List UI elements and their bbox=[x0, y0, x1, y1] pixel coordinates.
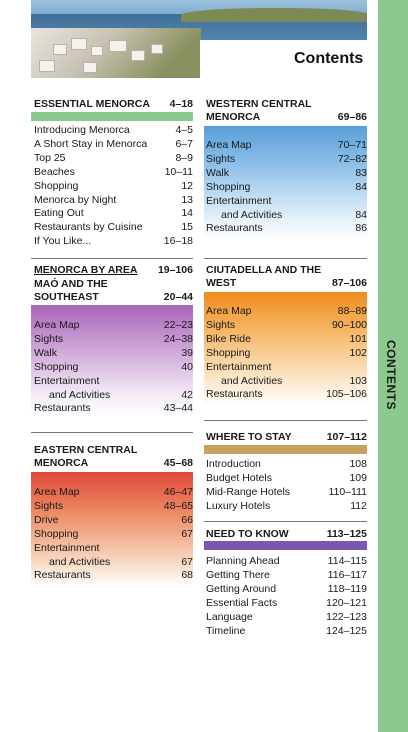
toc-entry-pages: 122–123 bbox=[326, 610, 367, 623]
toc-entry-label: Shopping bbox=[34, 527, 79, 540]
toc-entry-label: and Activities bbox=[49, 388, 111, 401]
toc-entry-label: Entertainment bbox=[34, 541, 100, 554]
toc-entry-pages: 84 bbox=[355, 180, 367, 193]
toc-entry-label: Walk bbox=[34, 346, 57, 359]
section-ciutadella-entries bbox=[206, 305, 367, 402]
toc-entry[interactable] bbox=[34, 500, 193, 514]
toc-entry-pages: 108 bbox=[349, 458, 367, 470]
section-title: WHERE TO STAY bbox=[206, 431, 292, 443]
toc-entry[interactable] bbox=[206, 375, 367, 389]
section-pages: 20–44 bbox=[163, 291, 193, 303]
section-pages: 113–125 bbox=[326, 528, 367, 540]
toc-entry-label: Beaches bbox=[34, 165, 75, 178]
toc-entry-pages: 4–5 bbox=[175, 124, 193, 136]
toc-entry-pages: 40 bbox=[181, 360, 193, 373]
toc-entry-label: Restaurants bbox=[34, 402, 91, 415]
toc-entry-pages: 103 bbox=[349, 374, 367, 387]
toc-entry-pages: 90–100 bbox=[331, 318, 367, 331]
toc-entry[interactable] bbox=[206, 569, 367, 583]
section-title: MENORCA BY AREA bbox=[34, 264, 138, 276]
page-title: Contents bbox=[294, 50, 364, 67]
toc-entry-label: Bike Ride bbox=[206, 332, 251, 345]
toc-entry-pages: 22–23 bbox=[163, 319, 193, 331]
section-title: MAÓ AND THE SOUTHEAST bbox=[34, 278, 108, 303]
toc-entry-label: Entertainment bbox=[206, 194, 272, 207]
toc-entry-label: and Activities bbox=[221, 374, 283, 387]
toc-entry-label: Luxury Hotels bbox=[206, 499, 271, 512]
toc-entry[interactable] bbox=[34, 194, 193, 208]
toc-entry-pages: 8–9 bbox=[175, 151, 193, 164]
section-mao-entries bbox=[34, 319, 193, 416]
toc-entry-pages: 12 bbox=[181, 179, 193, 192]
section-stay-entries bbox=[206, 458, 367, 514]
toc-entry-label: Entertainment bbox=[206, 360, 272, 373]
toc-entry-pages: 109 bbox=[349, 471, 367, 484]
toc-entry[interactable] bbox=[206, 153, 367, 167]
section-essential-heading bbox=[34, 98, 193, 111]
section-need-bar bbox=[204, 541, 367, 550]
toc-entry-pages: 105–106 bbox=[326, 388, 367, 401]
toc-entry-label: Restaurants bbox=[34, 569, 91, 582]
toc-entry-label: Shopping bbox=[206, 346, 251, 359]
toc-entry-pages: 84 bbox=[355, 208, 367, 221]
toc-entry-pages: 24–38 bbox=[163, 332, 193, 345]
section-title: WESTERN CENTRAL MENORCA bbox=[206, 98, 312, 123]
toc-entry[interactable] bbox=[34, 166, 193, 180]
toc-entry-label: and Activities bbox=[49, 555, 111, 568]
section-stay-bar bbox=[204, 445, 367, 454]
toc-entry[interactable] bbox=[34, 556, 193, 570]
toc-entry[interactable] bbox=[206, 139, 367, 153]
toc-entry[interactable] bbox=[34, 569, 193, 583]
section-essential-entries bbox=[34, 124, 193, 249]
section-eastern-entries bbox=[34, 486, 193, 583]
toc-entry-label: Sights bbox=[206, 318, 236, 331]
section-western-heading bbox=[206, 98, 367, 124]
section-eastern-heading bbox=[34, 444, 193, 470]
toc-entry[interactable] bbox=[206, 583, 367, 597]
toc-entry-pages: 43–44 bbox=[163, 402, 193, 415]
toc-entry-pages: 102 bbox=[349, 346, 367, 359]
toc-entry-label: Entertainment bbox=[34, 374, 100, 387]
toc-entry-label: Getting There bbox=[206, 568, 271, 581]
toc-entry-label: Essential Facts bbox=[206, 596, 278, 609]
toc-entry-pages: 116–117 bbox=[327, 568, 367, 581]
toc-entry[interactable] bbox=[206, 333, 367, 347]
toc-entry-label: Area Map bbox=[34, 486, 80, 498]
toc-entry[interactable] bbox=[206, 167, 367, 181]
toc-entry-pages: 83 bbox=[355, 166, 367, 179]
toc-entry[interactable] bbox=[34, 514, 193, 528]
toc-entry-label: and Activities bbox=[221, 208, 283, 221]
toc-entry-pages: 110–111 bbox=[328, 485, 367, 498]
toc-entry-label: Top 25 bbox=[34, 151, 66, 164]
toc-entry-pages: 39 bbox=[181, 346, 193, 359]
section-pages: 87–106 bbox=[331, 277, 367, 289]
toc-entry-label: Sights bbox=[34, 332, 64, 345]
toc-entry-pages: 13 bbox=[181, 193, 193, 206]
toc-entry[interactable] bbox=[34, 389, 193, 403]
toc-entry[interactable] bbox=[206, 305, 367, 319]
toc-entry-pages: 46–47 bbox=[163, 486, 193, 498]
toc-entry-pages: 14 bbox=[181, 207, 193, 220]
toc-entry-label: Introducing Menorca bbox=[34, 124, 130, 136]
toc-entry-label: Getting Around bbox=[206, 582, 277, 595]
toc-entry[interactable] bbox=[34, 138, 193, 152]
toc-entry[interactable] bbox=[206, 486, 367, 500]
toc-entry-pages: 16–18 bbox=[163, 235, 193, 248]
toc-entry-label: Shopping bbox=[206, 180, 251, 193]
toc-entry-label: Planning Ahead bbox=[206, 555, 280, 567]
toc-entry-pages: 48–65 bbox=[163, 499, 193, 512]
toc-entry-pages: 124–125 bbox=[326, 624, 367, 637]
toc-entry[interactable] bbox=[206, 195, 367, 209]
toc-entry[interactable] bbox=[34, 124, 193, 138]
toc-entry[interactable] bbox=[206, 347, 367, 361]
section-title: ESSENTIAL MENORCA bbox=[34, 98, 150, 110]
section-ciutadella-heading bbox=[206, 264, 367, 290]
toc-entry[interactable] bbox=[34, 402, 193, 416]
toc-entry[interactable] bbox=[34, 347, 193, 361]
toc-entry-pages: 68 bbox=[181, 569, 193, 582]
section-mao-heading bbox=[34, 278, 193, 304]
toc-entry-label: Sights bbox=[206, 152, 236, 165]
toc-entry-label: Introduction bbox=[206, 458, 261, 470]
section-stay-heading bbox=[206, 431, 367, 444]
toc-entry-pages: 15 bbox=[181, 221, 193, 234]
toc-entry-label: Walk bbox=[206, 166, 229, 179]
toc-entry[interactable] bbox=[206, 500, 367, 514]
toc-entry-label: Mid-Range Hotels bbox=[206, 485, 291, 498]
toc-entry[interactable] bbox=[34, 361, 193, 375]
toc-entry[interactable] bbox=[34, 542, 193, 556]
toc-entry-label: Timeline bbox=[206, 624, 246, 637]
toc-entry[interactable] bbox=[206, 222, 367, 236]
toc-entry-pages: 86 bbox=[355, 222, 367, 235]
toc-entry-pages: 42 bbox=[181, 388, 193, 401]
toc-entry[interactable] bbox=[34, 180, 193, 194]
section-title: CIUTADELLA AND THE WEST bbox=[206, 264, 322, 289]
toc-entry[interactable] bbox=[206, 181, 367, 195]
section-pages: 19–106 bbox=[157, 264, 193, 276]
section-pages: 69–86 bbox=[337, 111, 367, 123]
toc-entry-label: Language bbox=[206, 610, 253, 623]
toc-entry-label: Area Map bbox=[206, 305, 252, 317]
toc-entry[interactable] bbox=[206, 597, 367, 611]
section-by-area-heading bbox=[34, 264, 193, 277]
toc-entry-pages: 66 bbox=[181, 513, 193, 526]
toc-entry-pages: 118–119 bbox=[327, 582, 367, 595]
section-pages: 45–68 bbox=[163, 457, 193, 469]
toc-entry[interactable] bbox=[206, 472, 367, 486]
toc-entry[interactable] bbox=[34, 235, 193, 249]
section-essential-bar bbox=[31, 112, 193, 121]
section-title: NEED TO KNOW bbox=[206, 528, 289, 540]
toc-entry[interactable] bbox=[34, 221, 193, 235]
toc-entry[interactable] bbox=[206, 361, 367, 375]
section-pages: 107–112 bbox=[326, 431, 367, 443]
toc-entry[interactable] bbox=[34, 528, 193, 542]
toc-entry[interactable] bbox=[206, 458, 367, 472]
toc-entry[interactable] bbox=[34, 207, 193, 221]
toc-entry-label: Sights bbox=[34, 499, 64, 512]
section-western-entries bbox=[206, 139, 367, 236]
section-need-entries bbox=[206, 555, 367, 638]
toc-entry-pages: 112 bbox=[350, 499, 367, 512]
toc-entry-label: Restaurants bbox=[206, 388, 263, 401]
toc-entry-label: Eating Out bbox=[34, 207, 84, 220]
toc-entry-label: Area Map bbox=[206, 139, 252, 151]
toc-entry-label: Budget Hotels bbox=[206, 471, 272, 484]
toc-entry[interactable] bbox=[34, 333, 193, 347]
toc-entry[interactable] bbox=[34, 152, 193, 166]
section-title: EASTERN CENTRAL MENORCA bbox=[34, 444, 138, 469]
toc-entry-pages: 101 bbox=[349, 332, 367, 345]
toc-entry-pages: 67 bbox=[181, 555, 193, 568]
toc-entry[interactable] bbox=[206, 388, 367, 402]
toc-entry-label: Shopping bbox=[34, 360, 79, 373]
toc-entry[interactable] bbox=[206, 319, 367, 333]
toc-entry-pages: 120–121 bbox=[326, 596, 367, 609]
toc-entry[interactable] bbox=[34, 319, 193, 333]
toc-entry[interactable] bbox=[206, 625, 367, 639]
toc-entry-pages: 70–71 bbox=[337, 139, 367, 151]
toc-entry-pages: 88–89 bbox=[337, 305, 367, 317]
toc-entry-pages: 6–7 bbox=[175, 137, 193, 150]
section-need-heading bbox=[206, 528, 367, 541]
toc-entry[interactable] bbox=[206, 209, 367, 223]
toc-entry-label: Restaurants bbox=[206, 222, 263, 235]
toc-entry-pages: 10–11 bbox=[164, 165, 193, 178]
toc-entry-label: Area Map bbox=[34, 319, 80, 331]
sidebar-label: CONTENTS bbox=[384, 340, 398, 410]
toc-entry-label: Shopping bbox=[34, 179, 79, 192]
toc-entry-pages: 67 bbox=[181, 527, 193, 540]
toc-entry-label: Menorca by Night bbox=[34, 193, 117, 206]
toc-entry[interactable] bbox=[206, 611, 367, 625]
toc-entry-label: If You Like... bbox=[34, 235, 92, 248]
toc-entry-pages: 114–115 bbox=[327, 555, 367, 567]
toc-entry[interactable] bbox=[34, 486, 193, 500]
section-pages: 4–18 bbox=[169, 98, 193, 110]
toc-entry-label: A Short Stay in Menorca bbox=[34, 137, 148, 150]
toc-entry-label: Restaurants by Cuisine bbox=[34, 221, 143, 234]
toc-entry[interactable] bbox=[34, 375, 193, 389]
toc-entry-label: Drive bbox=[34, 513, 59, 526]
toc-entry-pages: 72–82 bbox=[337, 152, 367, 165]
toc-entry[interactable] bbox=[206, 555, 367, 569]
